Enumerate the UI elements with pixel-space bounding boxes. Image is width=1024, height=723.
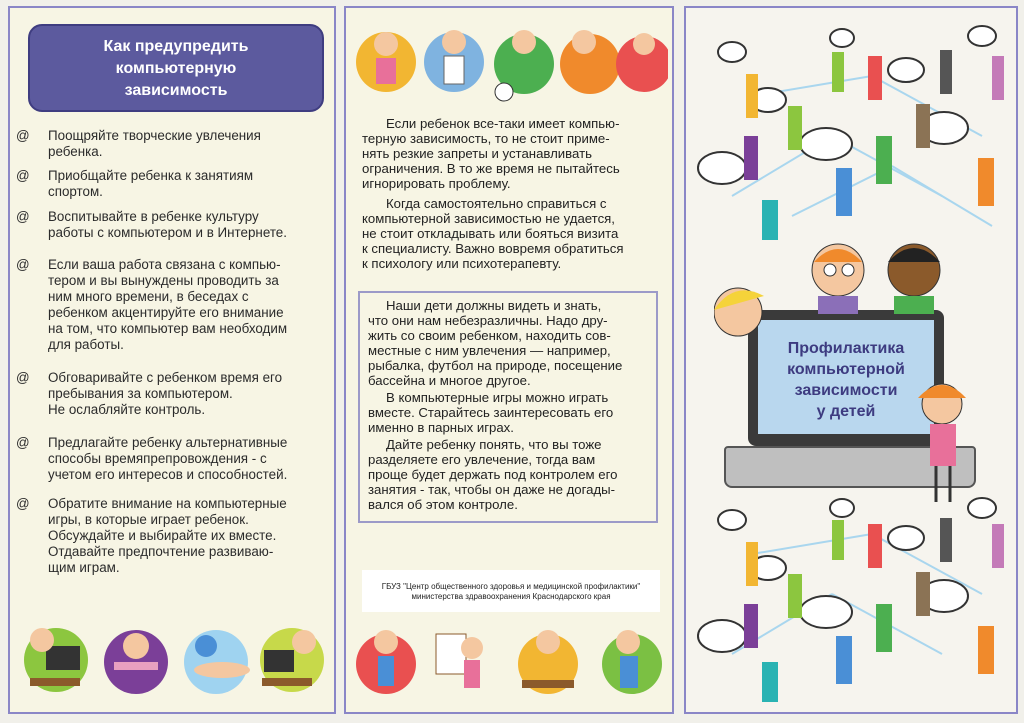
kids-top-illustration-row	[354, 16, 668, 108]
paragraph	[362, 196, 660, 271]
tip-line: Воспитывайте в ребенке культуру	[48, 209, 259, 224]
tip-line: пребывания за компьютером.	[48, 386, 233, 401]
at-bullet: @	[16, 435, 30, 450]
tip-line: Обсуждайте и выбирайте их вместе.	[48, 528, 277, 543]
para-line: вместе. Старайтесь заинтересовать его	[368, 405, 614, 420]
para-line: Если ребенок все-таки имеет компью-	[386, 116, 620, 131]
kid-swimmer-icon	[184, 630, 248, 694]
para-line: к специалисту. Важно вовремя обратиться	[362, 241, 624, 256]
at-bullet: @	[16, 209, 30, 224]
title-line: компьютерную	[115, 60, 237, 77]
panel-advice	[344, 6, 674, 714]
para-line: не стоит откладывать или бояться визита	[362, 226, 619, 241]
tip-line: щим играм.	[48, 560, 120, 575]
panel-cover	[684, 6, 1018, 714]
tip-line: работы с компьютером и в Интернете.	[48, 225, 287, 240]
tip-item	[16, 257, 328, 353]
tip-line: Если ваша работа связана с компью-	[48, 257, 281, 272]
tip-line: игры, в которые играет ребенок.	[48, 512, 249, 527]
para-line: именно в парных играх.	[368, 420, 514, 435]
para-line: Когда самостоятельно справиться с	[386, 196, 607, 211]
tip-line: для работы.	[48, 337, 124, 352]
para-line: компьютерной зависимостью не удается,	[362, 211, 615, 226]
tip-item	[16, 496, 328, 576]
title-line: зависимость	[124, 82, 228, 99]
para-line: местные с ним увлечения — например,	[368, 343, 611, 358]
tip-line: Отдавайте предпочтение развиваю-	[48, 544, 274, 559]
people-network-bottom	[692, 494, 1012, 708]
at-bullet: @	[16, 496, 30, 511]
tip-line: учетом его интересов и способностей.	[48, 467, 288, 482]
tip-item	[16, 209, 328, 241]
tip-line: ребенком акцентируйте его внимание	[48, 305, 284, 320]
tip-line: тером и вы вынуждены проводить за	[48, 273, 279, 288]
organization-footer	[362, 570, 660, 612]
tip-line: Поощряйте творческие увлечения	[48, 128, 261, 143]
tip-line: Не ослабляйте контроль.	[48, 402, 206, 417]
panel-tips	[8, 6, 336, 714]
tip-item	[16, 168, 328, 200]
para-line: бассейна и многое другое.	[368, 373, 531, 388]
para-line: нять резкие запреты и устанавливать	[362, 146, 592, 161]
para-line: рыбалка, футбол на природе, посещение	[368, 358, 623, 373]
para-line: ограничения. В то же время не пытайтесь	[362, 161, 620, 176]
panel-title	[28, 24, 324, 112]
tip-item	[16, 435, 328, 483]
cover-title-line: зависимости	[794, 382, 898, 399]
para-line: вался об этом контроле.	[368, 497, 518, 512]
tip-item	[16, 128, 328, 160]
tip-line: ребенка.	[48, 144, 103, 159]
kids-bottom-illustration-row	[352, 620, 670, 710]
para-line: проще будет держать под контролем его	[368, 467, 618, 482]
para-line: терную зависимость, то не стоит приме-	[362, 131, 610, 146]
at-bullet: @	[16, 257, 30, 272]
cover-title-line: Профилактика	[787, 340, 905, 357]
para-line: Дайте ребенку понять, что вы тоже	[386, 437, 602, 452]
para-line: разделяете его увлечение, тогда вам	[368, 452, 596, 467]
para-line: к психологу или психотерапевту.	[362, 256, 562, 271]
tip-line: ним много времени, в беседах с	[48, 289, 249, 304]
tip-line: на том, что компьютер вам необходим	[48, 321, 288, 336]
tip-line: Предлагайте ребенку альтернативные	[48, 435, 288, 450]
tip-line: Обратите внимание на компьютерные	[48, 496, 287, 511]
footer-line: ГБУЗ "Центр общественного здоровья и медицинской профилактики"	[381, 582, 641, 591]
cover-title-line: компьютерной	[787, 361, 905, 378]
para-line: Наши дети должны видеть и знать,	[386, 298, 602, 313]
tip-line: Обговаривайте с ребенком время его	[48, 370, 283, 385]
at-bullet: @	[16, 370, 30, 385]
paragraph	[362, 116, 660, 191]
tip-line: спортом.	[48, 184, 103, 199]
kids-illustration-row	[18, 618, 328, 710]
at-bullet: @	[16, 128, 30, 143]
tip-line: Приобщайте ребенка к занятиям	[48, 168, 254, 183]
tip-line: способы времяпрепровождения - с	[48, 451, 267, 466]
para-line: что они нам небезразличны. Надо дру-	[368, 313, 608, 328]
para-line: занятия - так, чтобы он даже не догады-	[368, 482, 616, 497]
cover-title-line: у детей	[816, 403, 876, 420]
title-line: Как предупредить	[103, 38, 249, 55]
at-bullet: @	[16, 168, 30, 183]
people-network-top	[692, 16, 1012, 248]
box-paragraph	[368, 390, 654, 435]
box-paragraph	[368, 298, 654, 388]
kids-around-laptop	[714, 240, 1004, 510]
para-line: жить со своим ребенком, находить сов-	[368, 328, 611, 343]
tip-item	[16, 370, 328, 418]
para-line: игнорировать проблему.	[362, 176, 511, 191]
footer-line: министерства здравоохранения Краснодарского края	[411, 592, 611, 601]
box-paragraph	[368, 437, 654, 512]
para-line: В компьютерные игры можно играть	[386, 390, 609, 405]
